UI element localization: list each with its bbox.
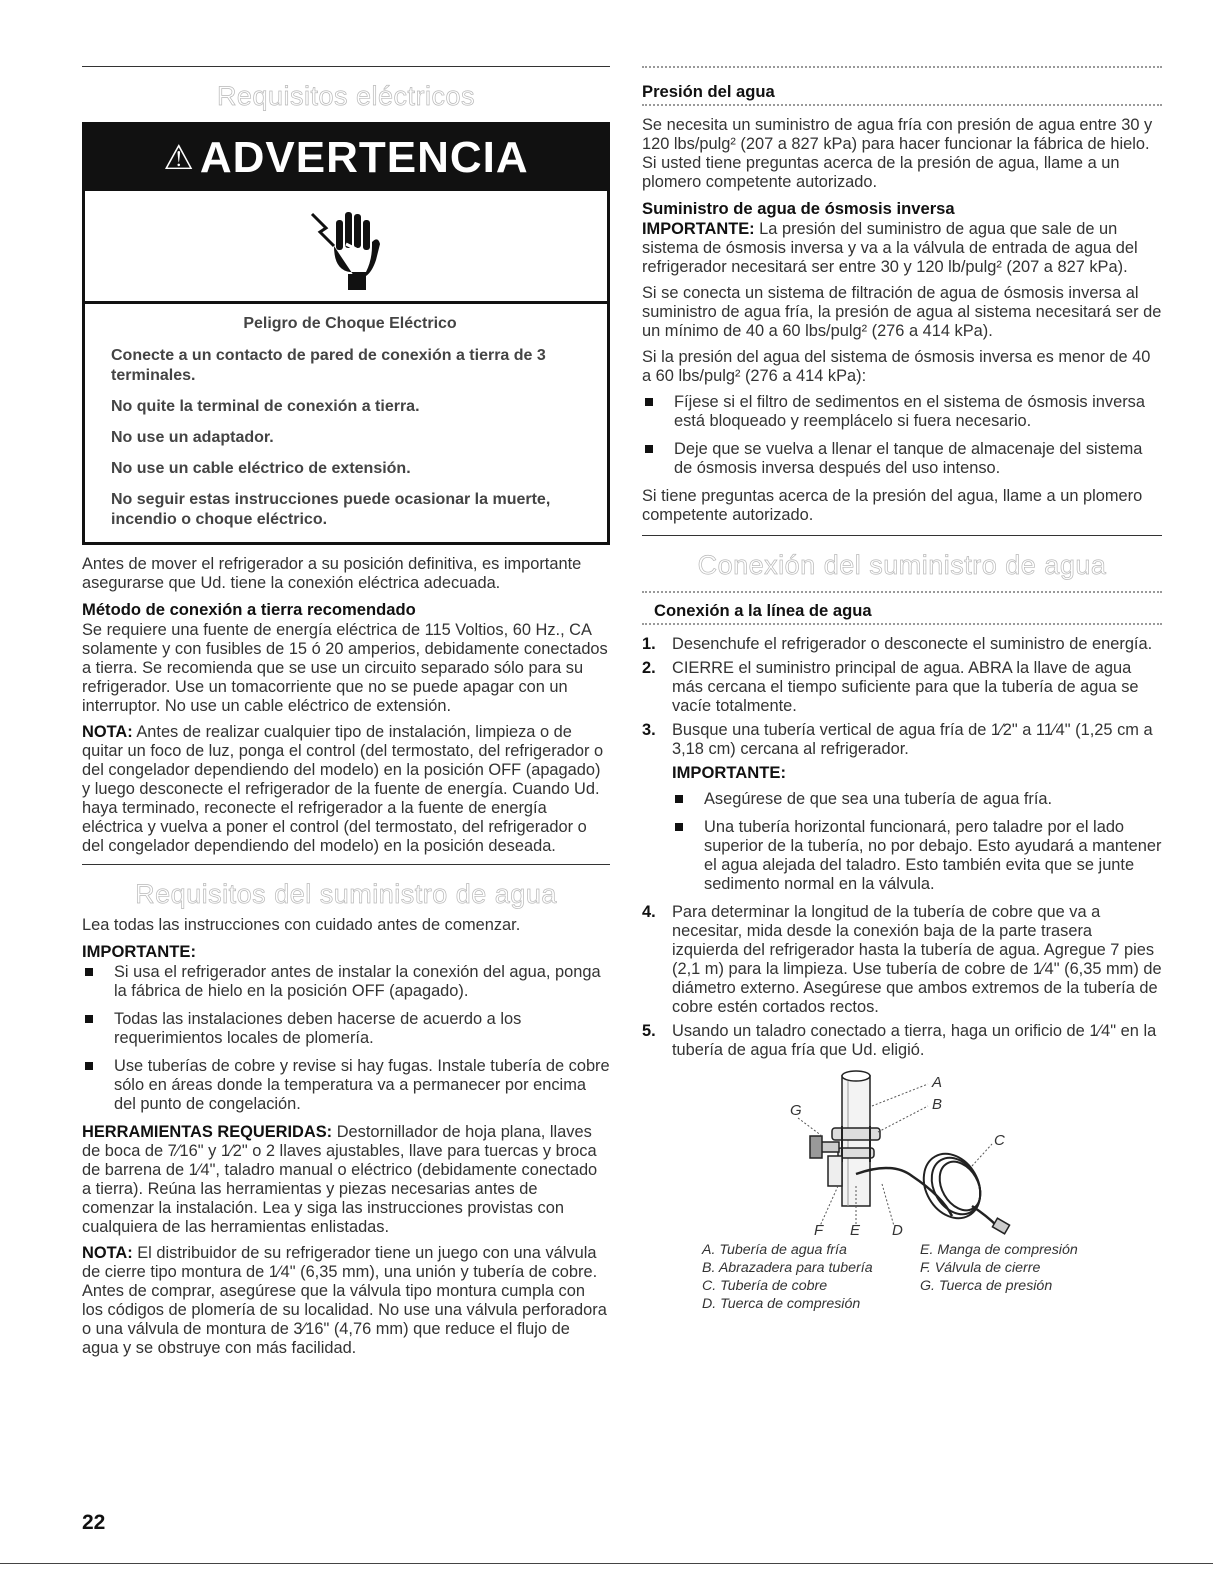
intro-paragraph: Antes de mover el refrigerador a su posición definitiva, es importante asegurarse que Ud. tiene la conexión eléctrica adecuada.	[82, 555, 582, 592]
list-item: Asegúrese de que sea una tubería de agua fría.	[672, 790, 1162, 809]
pressure-text	[642, 116, 1162, 525]
list-item: Use tuberías de cobre y revise si hay fugas. Instale tubería de cobre sólo en áreas donde la temperatura va a permanecer por encima del punto de congelación.	[82, 1057, 610, 1114]
warning-line: No seguir estas instrucciones puede ocasionar la muerte, incendio o choque eléctrico.	[111, 491, 551, 528]
ro-paragraph: Si la presión del agua del sistema de ósmosis inversa es menor de 40 a 60 lbs/pulg² (276 a 414 kPa):	[642, 348, 1151, 385]
section-rule-water	[82, 864, 610, 865]
caption-item: D. Tuerca de compresión	[702, 1296, 861, 1312]
right-column	[642, 66, 1162, 1313]
section-title-connection: Conexión del suministro de agua	[697, 550, 1107, 580]
warning-icon-area	[85, 191, 607, 304]
read-all-paragraph: Lea todas las instrucciones con cuidado antes de comenzar.	[82, 916, 521, 934]
figure-label-a: A	[932, 1074, 943, 1091]
caption-item: B. Abrazadera para tubería	[702, 1260, 873, 1276]
dotted-rule	[642, 66, 1162, 68]
steps-list	[642, 635, 1162, 1060]
caption-column	[920, 1241, 1140, 1313]
section-title-electrical: Requisitos eléctricos	[216, 81, 476, 111]
electrical-text	[82, 555, 610, 856]
list-item: 1. Desenchufe el refrigerador o desconecte el suministro de energía.	[642, 635, 1153, 653]
figure-label-c: C	[994, 1132, 1005, 1149]
warning-line: No use un cable eléctrico de extensión.	[111, 460, 411, 477]
saddle-valve-figure	[642, 1066, 1162, 1241]
pressure-heading: Presión del agua	[642, 82, 775, 101]
figure-label-e: E	[850, 1222, 861, 1239]
list-item: 2. CIERRE el suministro principal de agua. ABRA la llave de agua más cercana el tiempo suficiente para que la tubería de agua se vacíe totalmente.	[642, 659, 1139, 715]
list-item: Todas las instalaciones deben hacerse de acuerdo a los requerimientos locales de plomería.	[82, 1010, 610, 1048]
list-item: 4. Para determinar la longitud de la tubería de cobre que va a necesitar, mida desde la conexión baja de la parte trasera izquierda del refrigerador hasta la tubería de agua. Agregue 7 pies (2,1 m) para la limpieza. Use tubería de cobre de 1⁄4" (6,35 mm) de diámetro externo. Asegúrese que ambos extremos de la tubería de cobre estén cortados rectos.	[642, 903, 1162, 1016]
bottom-rule	[0, 1563, 1213, 1564]
connection-steps	[642, 635, 1162, 1060]
step3-list	[672, 790, 1162, 894]
list-item: Si usa el refrigerador antes de instalar la conexión del agua, ponga la fábrica de hielo en la posición OFF (apagado).	[82, 963, 610, 1001]
warning-header	[85, 125, 607, 191]
warning-triangle-icon: ⚠	[163, 139, 194, 177]
ro-paragraph: Si se conecta un sistema de filtración de agua de ósmosis inversa al suministro de agua fría, la presión de agua al sistema necesitará ser de un mínimo de 40 a 60 lbs/pulg² (276 a 414 kPa).	[642, 284, 1162, 340]
warning-line: No quite la terminal de conexión a tierra.	[111, 398, 420, 415]
section-rule-connection	[642, 535, 1162, 536]
ro-list	[642, 393, 1162, 478]
list-item: 5. Usando un taladro conectado a tierra, haga un orificio de 1⁄4" en la tubería de agua fría que Ud. eligió.	[642, 1022, 1157, 1059]
list-item: Fíjese si el filtro de sedimentos en el sistema de ósmosis inversa está bloqueado y reemplácelo si fuera necesario.	[642, 393, 1162, 431]
grounding-paragraph: Se requiere una fuente de energía eléctrica de 115 Voltios, 60 Hz., CA solamente y con fusibles de 15 ó 20 amperios, debidamente conectados a tierra. Se recomienda que se use un circuito separado sólo para su refrigerador. Use un tomacorriente que no se puede apagar con un interruptor. No use un cable eléctrico de extensión.	[82, 621, 608, 715]
dotted-rule	[642, 104, 1162, 106]
line-heading: Conexión a la línea de agua	[654, 601, 872, 620]
left-column	[82, 66, 610, 1365]
grounding-heading: Método de conexión a tierra recomendado	[82, 600, 416, 619]
water-requirements-text	[82, 916, 610, 1358]
warning-box	[82, 122, 610, 545]
caption-item: F. Válvula de cierre	[920, 1260, 1041, 1276]
dotted-rule	[642, 591, 1162, 593]
figure-label-d: D	[892, 1222, 903, 1239]
warning-line: No use un adaptador.	[111, 429, 274, 446]
warning-body	[85, 304, 607, 542]
note-paragraph: NOTA: Antes de realizar cualquier tipo de instalación, limpieza o de quitar un foco de luz, ponga el control (del termostato, del refrigerador o del congelador dependiendo del modelo) en la posición OFF (apagado) y luego desconecte el refrigerador de la fuente de energía. Cuando Ud. haya terminado, reconecte el refrigerador a la fuente de energía eléctrica y vuelva a poner el control (del termostato, del refrigerador o del congelador dependiendo del modelo) en la posición deseada.	[82, 723, 604, 855]
step3-important-label: IMPORTANTE:	[672, 763, 786, 782]
note2-paragraph: NOTA: El distribuidor de su refrigerador tiene un juego con una válvula de cierre tipo montura de 1⁄4" (6,35 mm), una unión y tubería de cobre. Antes de comprar, asegúrese que la válvula tipo montura cumpla con los códigos de plomería de su localidad. No use una válvula perforadora o una válvula de montura de 3⁄16" (4,76 mm) que reduce el flujo de agua y se obstruye con más facilidad.	[82, 1244, 607, 1357]
caption-item: G. Tuerca de presión	[920, 1278, 1053, 1294]
caption-item: E. Manga de compresión	[920, 1242, 1078, 1258]
ro-important-paragraph: IMPORTANTE: La presión del suministro de agua que sale de un sistema de ósmosis inversa y va a la válvula de entrada de agua del refrigerador necesitará ser entre 30 y 120 lb/pulg² (207 a 827 kPa).	[642, 220, 1138, 276]
caption-column	[702, 1241, 920, 1313]
saddle-valve-illustration	[642, 1066, 1162, 1241]
figure-label-g: G	[790, 1102, 802, 1119]
warning-title: ADVERTENCIA	[199, 133, 529, 182]
figure-label-b: B	[932, 1096, 943, 1113]
list-item: 3. Busque una tubería vertical de agua fría de 1⁄2" a 11⁄4" (1,25 cm a 3,18 cm) cercana al refrigerador. IMPORTANTE: Asegúrese de que sea una tubería de agua fría. Una tubería horizontal funcionará, pero taladre por el lado superior de la tubería, no por debajo. Esto ayudará a mantener el agua alejada del taladro. Esto también evita que se junte sedimento normal en la válvula.	[642, 721, 1162, 893]
list-item: Una tubería horizontal funcionará, pero taladre por el lado superior de la tubería, no por debajo. Esto ayudará a mantener el agua alejada del taladro. Esto también evita que se junte sedimento normal en la válvula.	[672, 818, 1162, 894]
important-label: IMPORTANTE:	[82, 942, 196, 961]
warning-line: Conecte a un contacto de pared de conexión a tierra de 3 terminales.	[111, 347, 546, 384]
top-rule-left	[82, 66, 610, 67]
ro-heading: Suministro de agua de ósmosis inversa	[642, 199, 955, 218]
tools-paragraph: HERRAMIENTAS REQUERIDAS: Destornillador de hoja plana, llaves de boca de 7⁄16" y 1⁄2" o 2 llaves ajustables, llave para tuercas y broca de barrena de 1⁄4", taladro manual o eléctrico (debidamente conectado a tierra). Reúna las herramientas y piezas necesarias antes de comenzar la instalación. Lea y siga las instrucciones provistas con cualquiera de las herramientas enlistadas.	[82, 1123, 598, 1236]
pressure-paragraph: Se necesita un suministro de agua fría con presión de agua entre 30 y 120 lbs/pulg² (207 a 827 kPa) para hacer funcionar la fábrica de hielo. Si usted tiene preguntas acerca de la presión de agua, llame a un plomero competente autorizado.	[642, 116, 1153, 191]
section-title-water: Requisitos del suministro de agua	[135, 879, 557, 909]
dotted-rule	[642, 623, 1162, 625]
warning-hazard-title: Peligro de Choque Eléctrico	[243, 315, 457, 332]
figure-label-f: F	[814, 1222, 824, 1239]
caption-item: A. Tubería de agua fría	[702, 1242, 847, 1258]
figure-captions	[642, 1241, 1162, 1313]
ro-paragraph: Si tiene preguntas acerca de la presión del agua, llame a un plomero competente autorizado.	[642, 487, 1143, 524]
page-number: 22	[82, 1511, 106, 1534]
electric-shock-hand-icon	[306, 200, 386, 292]
important-list	[82, 963, 610, 1114]
caption-item: C. Tubería de cobre	[702, 1278, 828, 1294]
list-item: Deje que se vuelva a llenar el tanque de almacenaje del sistema de ósmosis inversa después del uso intenso.	[642, 440, 1162, 478]
